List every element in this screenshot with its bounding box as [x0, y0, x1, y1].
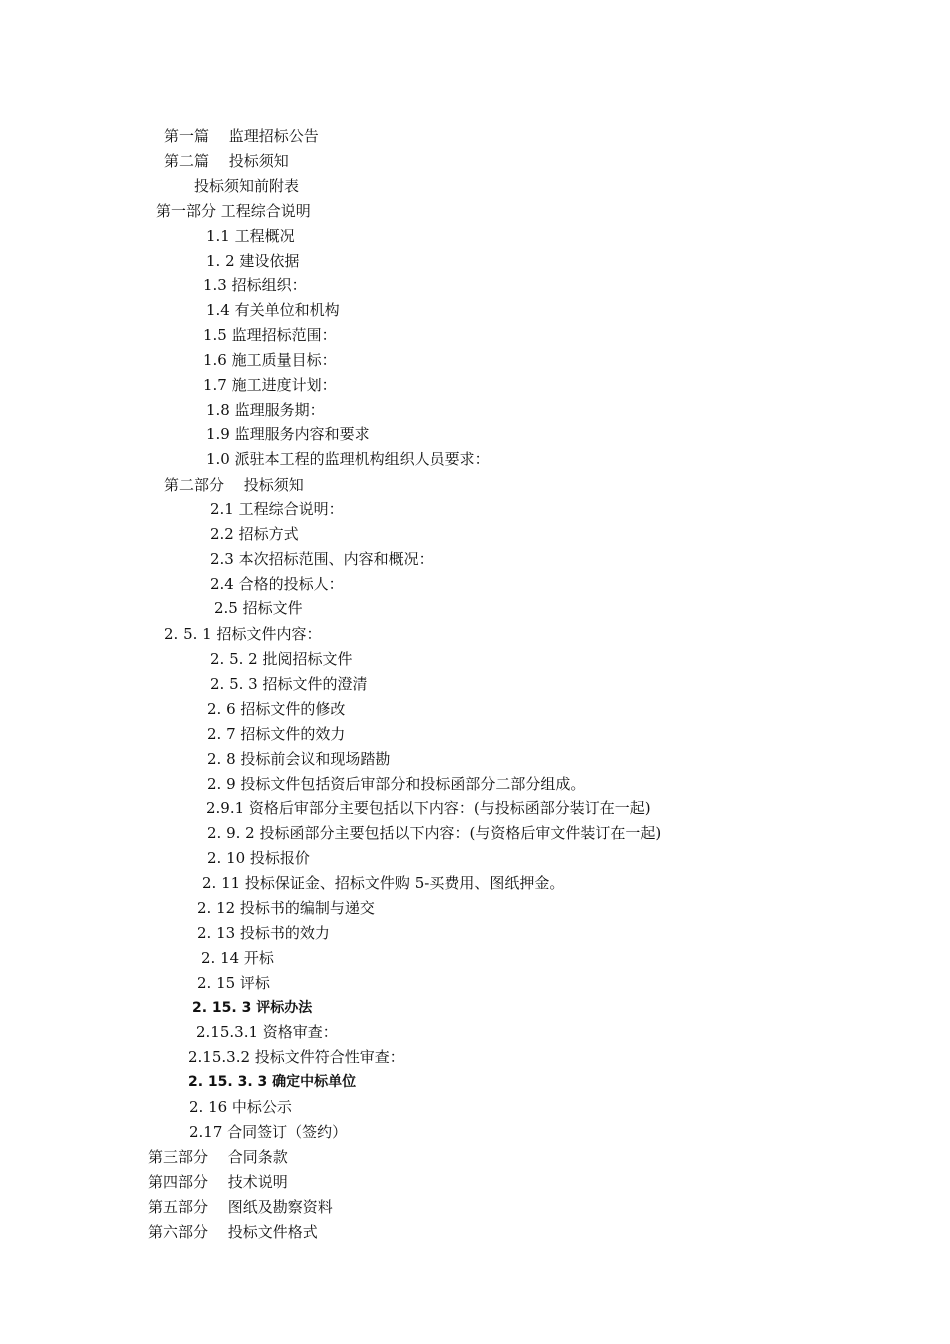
toc-item-2-14: 2. 14 开标 — [201, 949, 274, 967]
toc-item-1-10: 1.0 派驻本工程的监理机构组织人员要求： — [206, 450, 490, 468]
toc-item-2-5-3: 2. 5. 3 招标文件的澄清 — [210, 675, 368, 693]
toc-item-1-8: 1.8 监理服务期： — [206, 401, 325, 419]
toc-item-2-10: 2. 10 投标报价 — [207, 849, 310, 867]
toc-item-1-4: 1.4 有关单位和机构 — [206, 301, 340, 319]
toc-section-3: 第三部分 合同条款 — [148, 1148, 288, 1166]
toc-item-2-7: 2. 7 招标文件的效力 — [207, 725, 346, 743]
toc-item-2-9-1: 2.9.1 资格后审部分主要包括以下内容：(与投标函部分装订在一起) — [206, 799, 651, 817]
toc-item-1-6: 1.6 施工质量目标： — [203, 351, 337, 369]
toc-item-1-3: 1.3 招标组织： — [203, 276, 307, 294]
toc-item-2-12: 2. 12 投标书的编制与递交 — [197, 899, 375, 917]
toc-item-1-2: 1. 2 建设依据 — [206, 252, 300, 270]
toc-item-2-15-3-2: 2.15.3.2 投标文件符合性审查： — [188, 1048, 405, 1066]
toc-section-5: 第五部分 图纸及勘察资料 — [148, 1198, 333, 1216]
toc-section-2: 第二部分 投标须知 — [164, 476, 304, 494]
toc-item-2-15: 2. 15 评标 — [197, 974, 270, 992]
toc-section-1: 第一部分 工程综合说明 — [156, 202, 311, 220]
toc-item-2-6: 2. 6 招标文件的修改 — [207, 700, 346, 718]
toc-item-2-17: 2.17 合同签订（签约） — [189, 1123, 348, 1141]
toc-section-6: 第六部分 投标文件格式 — [148, 1223, 318, 1241]
toc-item-1-9: 1.9 监理服务内容和要求 — [206, 425, 370, 443]
toc-item-2-15-3-1: 2.15.3.1 资格审查： — [196, 1023, 338, 1041]
toc-item-2-5-1: 2. 5. 1 招标文件内容： — [164, 625, 322, 643]
toc-item-2-13: 2. 13 投标书的效力 — [197, 924, 330, 942]
toc-item-appendix: 投标须知前附表 — [194, 177, 300, 195]
toc-item-2-4: 2.4 合格的投标人： — [210, 575, 344, 593]
toc-item-2-2: 2.2 招标方式 — [210, 525, 299, 543]
toc-item-2-5-2: 2. 5. 2 批阅招标文件 — [210, 650, 353, 668]
toc-item-2-1: 2.1 工程综合说明： — [210, 500, 344, 518]
toc-item-1-7: 1.7 施工进度计划： — [203, 376, 337, 394]
toc-item-2-9-2: 2. 9. 2 投标函部分主要包括以下内容：(与资格后审文件装订在一起) — [207, 824, 662, 842]
toc-item-2-15-3: 2. 15. 3 评标办法 — [192, 1000, 313, 1016]
toc-section-4: 第四部分 技术说明 — [148, 1173, 288, 1191]
toc-item-2-5: 2.5 招标文件 — [214, 599, 303, 617]
toc-part-1-announcement: 第一篇 监理招标公告 — [164, 127, 319, 145]
toc-item-2-15-3-3: 2. 15. 3. 3 确定中标单位 — [188, 1074, 357, 1090]
toc-item-2-8: 2. 8 投标前会议和现场踏勘 — [207, 750, 391, 768]
toc-part-2-instructions: 第二篇 投标须知 — [164, 152, 289, 170]
toc-item-1-5: 1.5 监理招标范围： — [203, 326, 337, 344]
toc-item-2-16: 2. 16 中标公示 — [189, 1098, 292, 1116]
toc-item-2-9: 2. 9 投标文件包括资后审部分和投标函部分二部分组成。 — [207, 775, 586, 793]
toc-item-1-1: 1.1 工程概况 — [206, 227, 295, 245]
toc-item-2-3: 2.3 本次招标范围、内容和概况： — [210, 550, 434, 568]
toc-item-2-11: 2. 11 投标保证金、招标文件购 5-买费用、图纸押金。 — [202, 874, 565, 892]
